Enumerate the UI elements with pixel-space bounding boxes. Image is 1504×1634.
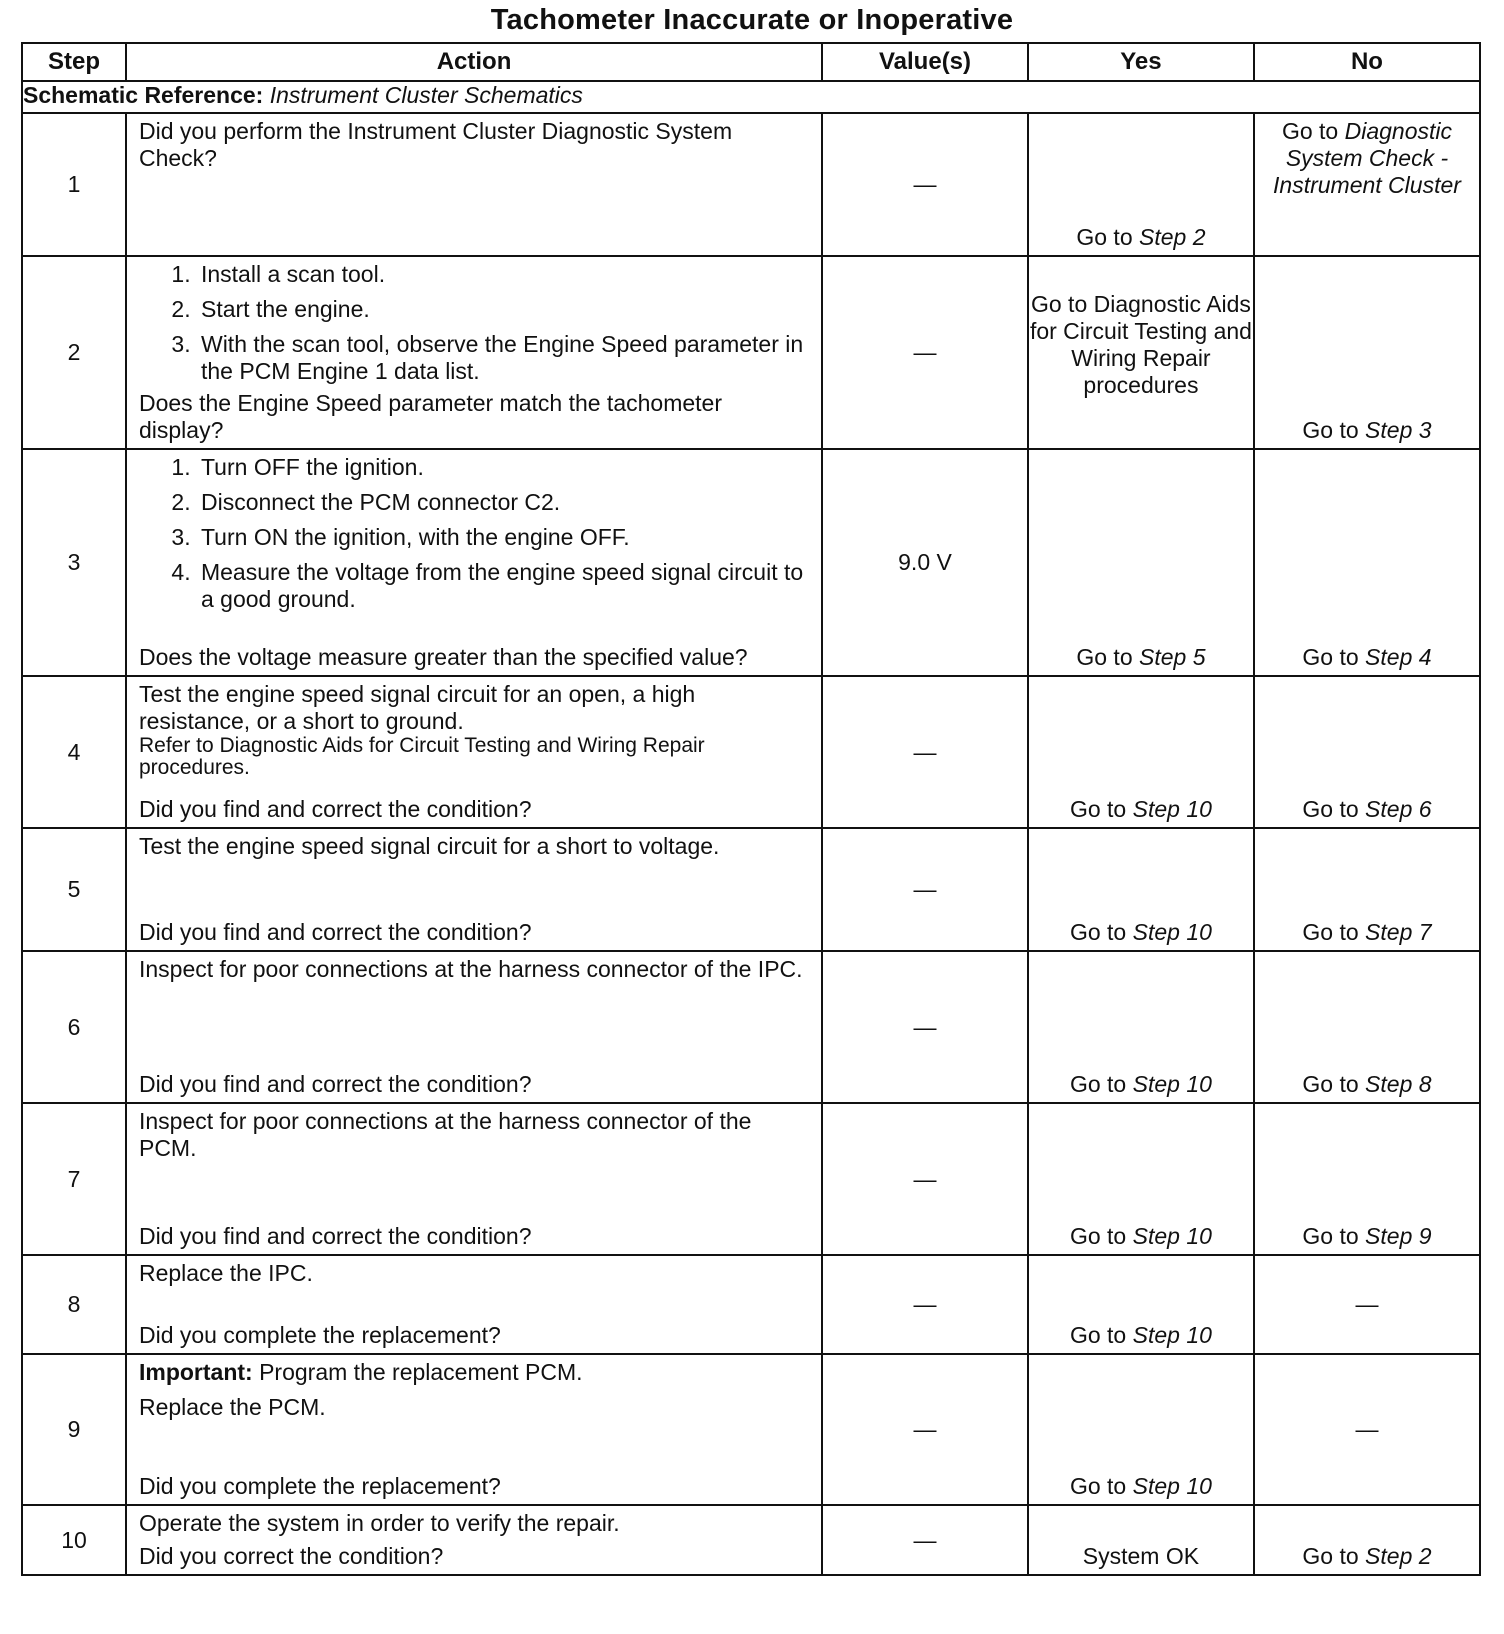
yes-cell: Go to Step 10 <box>1028 1103 1254 1255</box>
no-cell: Go to Step 8 <box>1254 951 1480 1103</box>
action-question: Did you find and correct the condition? <box>138 1071 532 1098</box>
step-number: 1 <box>22 113 126 256</box>
step-link[interactable]: Step 4 <box>1365 644 1432 671</box>
step-number: 7 <box>22 1103 126 1255</box>
schematic-label: Schematic Reference: <box>23 82 264 108</box>
step-number: 4 <box>22 676 126 828</box>
action-cell <box>127 450 821 671</box>
yes-cell <box>1028 256 1254 449</box>
action-text: Inspect for poor connections at the harness connector of the IPC. <box>138 956 803 982</box>
table-row <box>22 256 1480 449</box>
action-cell <box>127 1104 821 1250</box>
no-cell: Go to Step 2 <box>1254 1505 1480 1575</box>
step-link[interactable]: Step 7 <box>1365 919 1432 946</box>
value-cell: — <box>822 113 1028 256</box>
header-action: Action <box>126 43 822 81</box>
no-cell: — <box>1254 1354 1480 1505</box>
diagnostic-aids-link[interactable]: Go to Diagnostic Aids for Circuit Testing and Wiring Repair procedures <box>1029 291 1252 398</box>
list-item: 2. Start the engine. <box>197 296 809 323</box>
table-row <box>22 828 1480 951</box>
action-question: Does the voltage measure greater than the specified value? <box>138 644 748 671</box>
list-item: 1. Install a scan tool. <box>197 261 809 288</box>
no-cell: — <box>1254 1255 1480 1354</box>
yes-cell: Go to Step 10 <box>1028 1255 1254 1354</box>
header-row <box>22 43 1480 81</box>
table-row <box>22 1255 1480 1354</box>
action-question: Did you find and correct the condition? <box>138 919 532 946</box>
step-number: 6 <box>22 951 126 1103</box>
table-row <box>22 951 1480 1103</box>
action-question: Did you complete the replacement? <box>138 1322 501 1349</box>
list-item: 2. Disconnect the PCM connector C2. <box>197 489 809 516</box>
yes-cell: Go to Step 10 <box>1028 676 1254 828</box>
action-text: Test the engine speed signal circuit for a short to voltage. <box>138 833 720 859</box>
action-cell <box>127 1256 821 1349</box>
step-link[interactable]: Step 10 <box>1132 919 1212 946</box>
value-cell: — <box>822 1505 1028 1575</box>
action-cell <box>127 1355 821 1500</box>
value-cell: — <box>822 1354 1028 1505</box>
yes-cell: Go to Step 10 <box>1028 828 1254 951</box>
action-cell <box>127 114 821 176</box>
table-row <box>22 449 1480 676</box>
step-link[interactable]: Step 5 <box>1139 644 1206 671</box>
diagnostic-check-link[interactable]: Diagnostic System Check - Instrument Cluster <box>1273 118 1461 198</box>
step-link[interactable]: Step 9 <box>1365 1223 1432 1250</box>
page-title: Tachometer Inaccurate or Inoperative <box>490 4 1014 36</box>
header-values: Value(s) <box>822 43 1028 81</box>
step-link[interactable]: Step 8 <box>1365 1071 1432 1098</box>
table-row <box>22 1505 1480 1575</box>
step-link[interactable]: Step 10 <box>1132 796 1212 823</box>
step-link[interactable]: Step 10 <box>1132 1473 1212 1500</box>
action-text: Replace the PCM. <box>138 1393 326 1420</box>
action-cell <box>127 677 821 823</box>
table-row <box>22 1103 1480 1255</box>
yes-cell <box>1028 1505 1254 1575</box>
header-yes: Yes <box>1028 43 1254 81</box>
step-number: 10 <box>22 1505 126 1575</box>
value-cell: — <box>822 1255 1028 1354</box>
action-text: Operate the system in order to verify the repair. <box>138 1510 620 1536</box>
action-question: Did you correct the condition? <box>138 1543 444 1570</box>
no-cell: Go to Step 3 <box>1254 256 1480 449</box>
yes-cell: Go to Step 2 <box>1028 113 1254 256</box>
action-text: Test the engine speed signal circuit for an open, a high resistance, or a short to ground. <box>138 681 696 734</box>
important-text: Program the replacement PCM. <box>252 1359 583 1385</box>
action-list <box>139 454 809 613</box>
step-number: 8 <box>22 1255 126 1354</box>
action-cell <box>127 952 821 1098</box>
header-no: No <box>1254 43 1480 81</box>
action-question: Did you complete the replacement? <box>138 1473 501 1500</box>
action-text: Replace the IPC. <box>138 1260 313 1286</box>
step-link[interactable]: Step 10 <box>1132 1223 1212 1250</box>
value-cell: — <box>822 1103 1028 1255</box>
list-item: 3. With the scan tool, observe the Engine Speed parameter in the PCM Engine 1 data list. <box>197 331 809 385</box>
yes-cell: Go to Step 10 <box>1028 1354 1254 1505</box>
step-number: 5 <box>22 828 126 951</box>
no-cell: Go to Step 6 <box>1254 676 1480 828</box>
schematic-link[interactable]: Instrument Cluster Schematics <box>269 82 583 108</box>
step-link[interactable]: Step 6 <box>1365 796 1432 823</box>
no-cell: Go to Step 9 <box>1254 1103 1480 1255</box>
yes-cell: Go to Step 10 <box>1028 951 1254 1103</box>
diagnostic-table <box>21 42 1481 1576</box>
no-cell: Go to Step 7 <box>1254 828 1480 951</box>
action-refer: Refer to Diagnostic Aids for Circuit Testing and Wiring Repair procedures. <box>138 733 705 780</box>
system-ok-text: System OK <box>1082 1543 1200 1570</box>
table-row <box>22 113 1480 256</box>
action-list <box>139 261 809 385</box>
step-number: 9 <box>22 1354 126 1505</box>
value-cell: — <box>822 676 1028 828</box>
step-number: 2 <box>22 256 126 449</box>
value-cell: — <box>822 256 1028 449</box>
action-question: Did you find and correct the condition? <box>138 1223 532 1250</box>
list-item: 3. Turn ON the ignition, with the engine OFF. <box>197 524 809 551</box>
step-link[interactable]: Step 10 <box>1132 1322 1212 1349</box>
table-row <box>22 676 1480 828</box>
list-item: 4. Measure the voltage from the engine speed signal circuit to a good ground. <box>197 559 809 613</box>
schematic-row <box>22 81 1480 113</box>
no-cell: Go to Diagnostic System Check - Instrument Cluster <box>1254 113 1480 256</box>
step-link[interactable]: Step 2 <box>1139 224 1206 251</box>
step-link[interactable]: Step 2 <box>1365 1543 1432 1570</box>
header-step: Step <box>22 43 126 81</box>
action-cell <box>127 257 821 444</box>
value-cell: — <box>822 951 1028 1103</box>
action-text: Inspect for poor connections at the harness connector of the PCM. <box>138 1108 752 1161</box>
action-cell <box>127 1506 821 1570</box>
value-cell: 9.0 V <box>822 449 1028 676</box>
step-number: 3 <box>22 449 126 676</box>
table-row <box>22 1354 1480 1505</box>
action-cell <box>127 829 821 946</box>
list-item: 1. Turn OFF the ignition. <box>197 454 809 481</box>
action-question: Did you find and correct the condition? <box>138 796 532 823</box>
action-question: Does the Engine Speed parameter match the tachometer display? <box>138 390 722 444</box>
no-cell: Go to Step 4 <box>1254 449 1480 676</box>
step-link[interactable]: Step 10 <box>1132 1071 1212 1098</box>
value-cell: — <box>822 828 1028 951</box>
important-label: Important: <box>138 1359 253 1385</box>
yes-cell: Go to Step 5 <box>1028 449 1254 676</box>
step-link[interactable]: Step 3 <box>1365 417 1432 444</box>
action-text: Did you perform the Instrument Cluster Diagnostic System Check? <box>138 118 733 171</box>
